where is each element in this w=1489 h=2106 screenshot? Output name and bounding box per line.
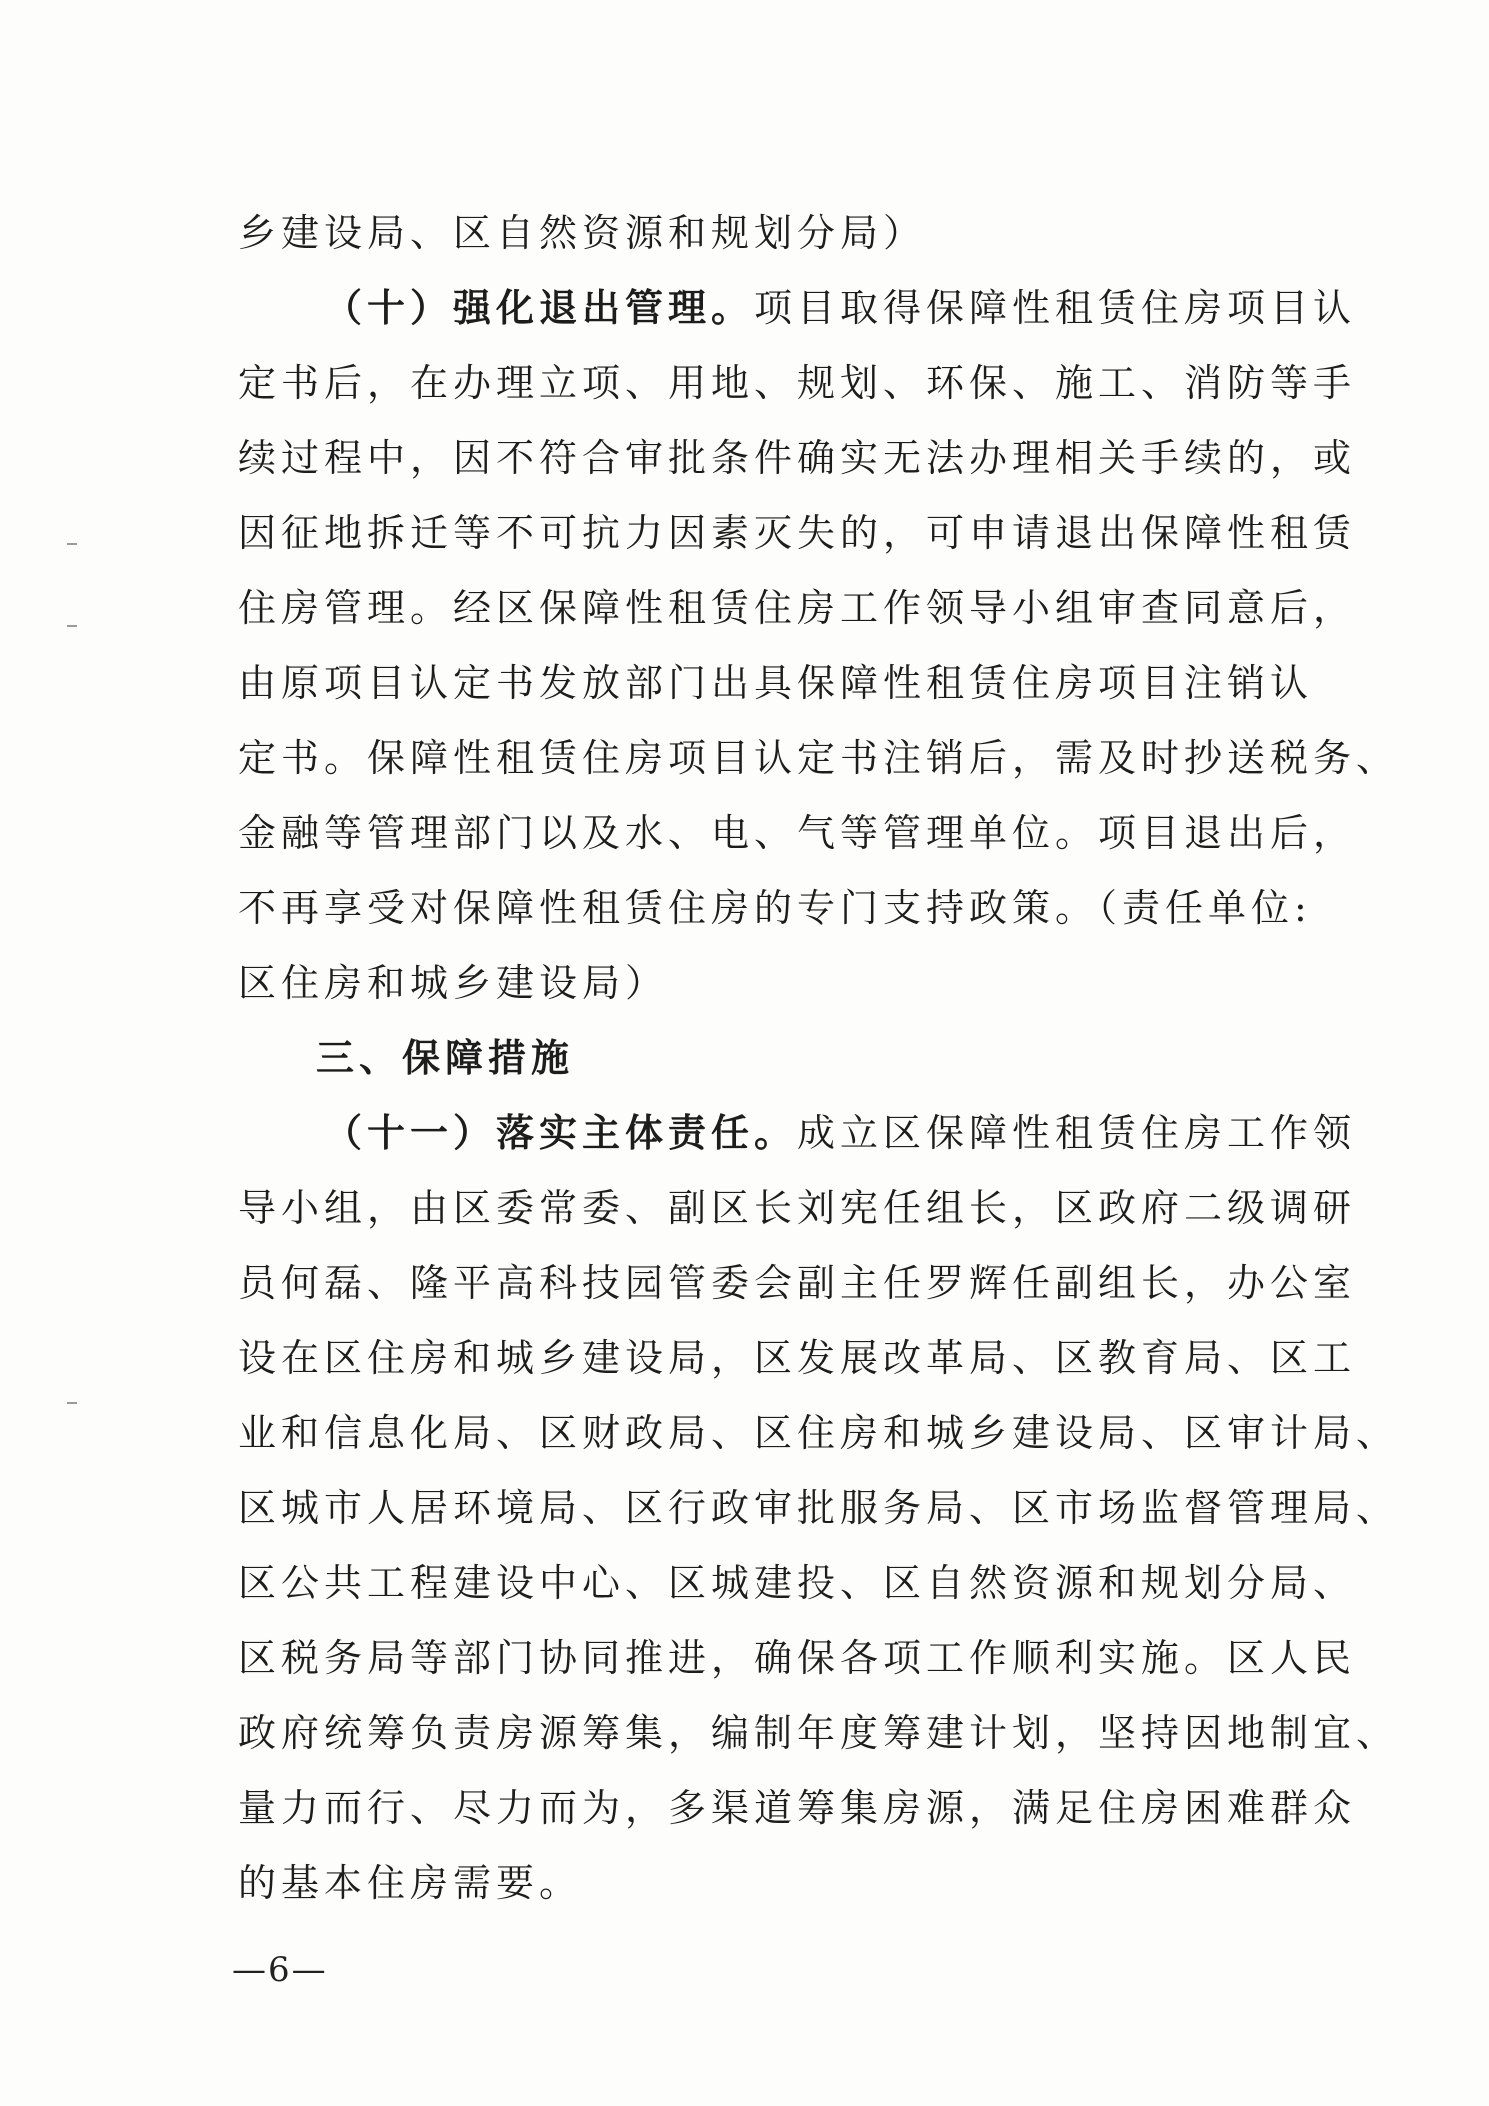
line-text: 量力而行、尽力而为，多渠道筹集房源，满足住房困难群众 xyxy=(238,1786,1357,1830)
line-text: 因征地拆迁等不可抗力因素灭失的，可申请退出保障性租赁 xyxy=(238,511,1357,555)
paragraph-line xyxy=(238,1471,1400,1546)
margin-mark xyxy=(67,1402,77,1404)
section-heading xyxy=(238,1021,1278,1096)
line-text: 不再享受对保障性租赁住房的专门支持政策。（责任单位: xyxy=(238,886,1312,930)
line-text: 业和信息化局、区财政局、区住房和城乡建设局、区审计局、 xyxy=(238,1411,1400,1455)
paragraph-line xyxy=(238,1396,1400,1471)
line-text: 设在区住房和城乡建设局，区发展改革局、区教育局、区工 xyxy=(238,1336,1357,1380)
paragraph-line xyxy=(238,646,1314,721)
line-text: 乡建设局、区自然资源和规划分局） xyxy=(238,211,927,255)
line-text: 导小组，由区委常委、副区长刘宪任组长，区政府二级调研 xyxy=(238,1186,1357,1230)
section-title: （十）强化退出管理。 xyxy=(324,286,755,330)
line-text: 成立区保障性租赁住房工作领 xyxy=(797,1111,1357,1155)
line-text: 区税务局等部门协同推进，确保各项工作顺利实施。区人民 xyxy=(238,1636,1357,1680)
paragraph-line xyxy=(238,271,1357,346)
paragraph-line xyxy=(238,1096,1357,1171)
line-text: 区城市人居环境局、区行政审批服务局、区市场监督管理局、 xyxy=(238,1486,1400,1530)
paragraph-line xyxy=(238,1171,1357,1246)
paragraph-line xyxy=(238,1696,1400,1771)
paragraph-line xyxy=(238,871,1312,946)
line-text: 住房管理。经区保障性租赁住房工作领导小组审查同意后， xyxy=(238,586,1357,630)
line-text: 员何磊、隆平高科技园管委会副主任罗辉任副组长，办公室 xyxy=(238,1261,1357,1305)
paragraph-line xyxy=(238,796,1357,871)
paragraph-line xyxy=(238,421,1357,496)
paragraph-line xyxy=(238,946,1278,1021)
heading-text: 三、保障措施 xyxy=(316,1036,575,1080)
paragraph-line xyxy=(238,496,1357,571)
line-text: 的基本住房需要。 xyxy=(238,1861,583,1905)
page-number: —6— xyxy=(232,1950,328,1990)
line-text: 区住房和城乡建设局） xyxy=(238,961,669,1005)
paragraph-line xyxy=(238,1546,1357,1621)
paragraph-line xyxy=(238,1846,1278,1921)
section-title: （十一）落实主体责任。 xyxy=(324,1111,798,1155)
line-text: 定书后，在办理立项、用地、规划、环保、施工、消防等手 xyxy=(238,361,1357,405)
paragraph-line xyxy=(238,721,1400,796)
paragraph-line xyxy=(238,1621,1357,1696)
margin-mark xyxy=(67,543,77,545)
paragraph-line xyxy=(238,571,1357,646)
document-body xyxy=(238,196,1400,1921)
line-text: 续过程中，因不符合审批条件确实无法办理相关手续的，或 xyxy=(238,436,1357,480)
margin-mark xyxy=(67,625,77,627)
line-text: 定书。保障性租赁住房项目认定书注销后，需及时抄送税务、 xyxy=(238,736,1400,780)
paragraph-line xyxy=(238,1246,1357,1321)
line-text: 金融等管理部门以及水、电、气等管理单位。项目退出后， xyxy=(238,811,1357,855)
paragraph-line xyxy=(238,1771,1357,1846)
line-text: 政府统筹负责房源筹集，编制年度筹建计划，坚持因地制宜、 xyxy=(238,1711,1400,1755)
line-text: 区公共工程建设中心、区城建投、区自然资源和规划分局、 xyxy=(238,1561,1357,1605)
line-text: 项目取得保障性租赁住房项目认 xyxy=(754,286,1357,330)
line-text: 由原项目认定书发放部门出具保障性租赁住房项目注销认 xyxy=(238,661,1314,705)
paragraph-line xyxy=(238,346,1357,421)
paragraph-line xyxy=(238,1321,1357,1396)
paragraph-line xyxy=(238,196,1278,271)
